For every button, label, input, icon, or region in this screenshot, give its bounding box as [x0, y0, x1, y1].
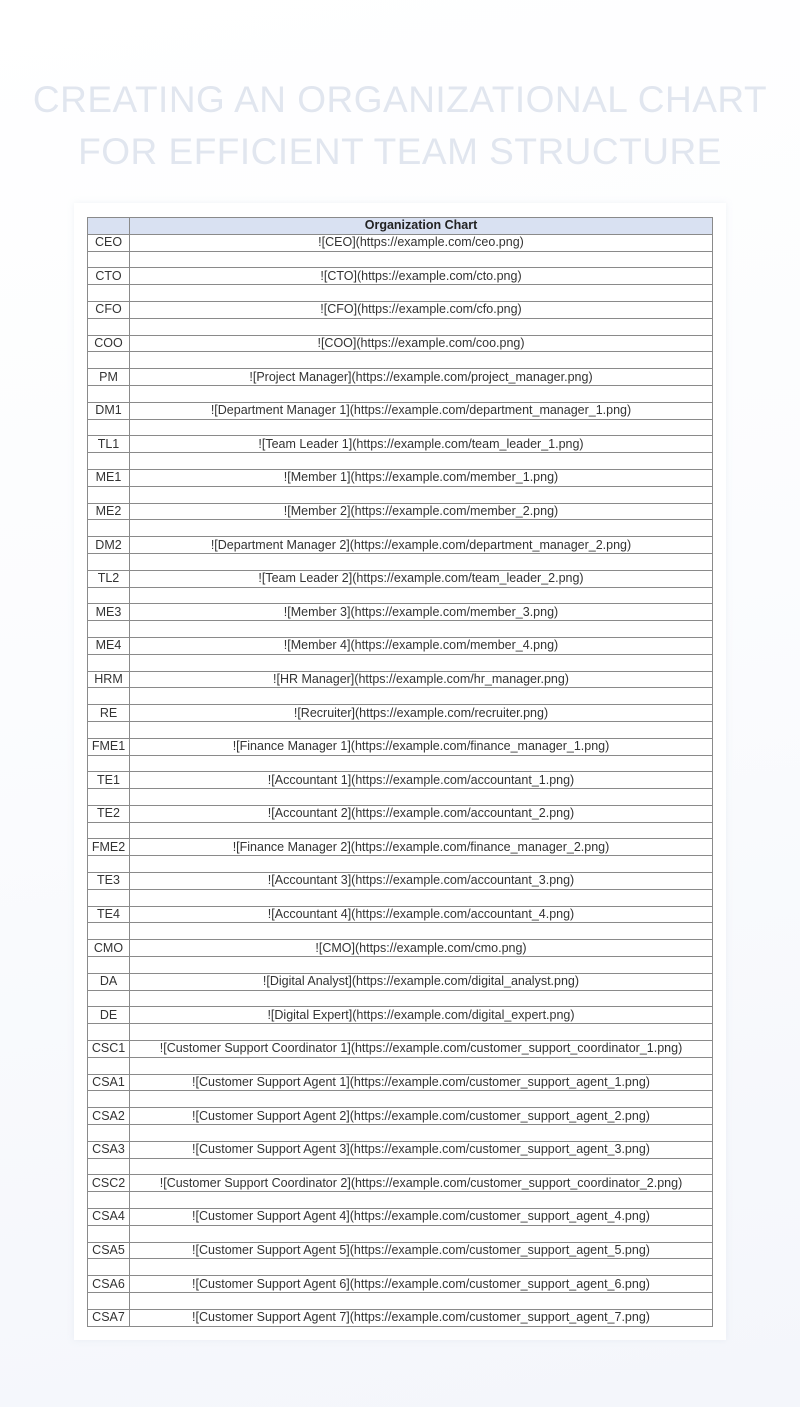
empty-row: [88, 990, 713, 1007]
empty-cell[interactable]: [88, 889, 130, 906]
empty-cell[interactable]: [130, 352, 713, 369]
table-row: [88, 436, 713, 453]
empty-row: [88, 957, 713, 974]
table-row: [88, 1108, 713, 1125]
image-link-cell[interactable]: ![CFO](https://example.com/cfo.png): [130, 301, 713, 318]
image-link-cell[interactable]: ![Digital Analyst](https://example.com/digital_analyst.png): [130, 973, 713, 990]
header-cell-code[interactable]: [88, 218, 130, 235]
table-row: [88, 839, 713, 856]
empty-cell[interactable]: [88, 923, 130, 940]
empty-cell[interactable]: [130, 721, 713, 738]
image-link-cell[interactable]: ![Customer Support Coordinator 2](https://example.com/customer_support_coordinator_2.png): [130, 1175, 713, 1192]
role-code-cell[interactable]: TE2: [88, 805, 130, 822]
role-code-cell[interactable]: CSA4: [88, 1209, 130, 1226]
role-code-cell[interactable]: HRM: [88, 671, 130, 688]
empty-cell[interactable]: [130, 688, 713, 705]
image-link-cell[interactable]: ![CMO](https://example.com/cmo.png): [130, 940, 713, 957]
image-link-cell[interactable]: ![Accountant 3](https://example.com/accountant_3.png): [130, 873, 713, 890]
empty-row: [88, 251, 713, 268]
empty-cell[interactable]: [130, 1225, 713, 1242]
table-header-row: [88, 218, 713, 235]
empty-row: [88, 923, 713, 940]
empty-cell[interactable]: [88, 385, 130, 402]
empty-row: [88, 352, 713, 369]
page-title-line-1: CREATING AN ORGANIZATIONAL CHART: [32, 79, 768, 120]
image-link-cell[interactable]: ![Finance Manager 1](https://example.com/finance_manager_1.png): [130, 738, 713, 755]
empty-cell[interactable]: [130, 385, 713, 402]
image-link-cell[interactable]: ![Digital Expert](https://example.com/digital_expert.png): [130, 1007, 713, 1024]
empty-row: [88, 1057, 713, 1074]
empty-cell[interactable]: [130, 285, 713, 302]
empty-row: [88, 721, 713, 738]
image-link-cell[interactable]: ![CTO](https://example.com/cto.png): [130, 268, 713, 285]
table-row: [88, 301, 713, 318]
empty-row: [88, 1024, 713, 1041]
table-row: [88, 537, 713, 554]
empty-cell[interactable]: [130, 486, 713, 503]
role-code-cell[interactable]: CSC2: [88, 1175, 130, 1192]
empty-cell[interactable]: [88, 318, 130, 335]
empty-row: [88, 621, 713, 638]
role-code-cell[interactable]: DE: [88, 1007, 130, 1024]
table-body: [88, 234, 713, 1326]
empty-row: [88, 1225, 713, 1242]
empty-cell[interactable]: [130, 1192, 713, 1209]
page-title-line-2: FOR EFFICIENT TEAM STRUCTURE: [78, 131, 722, 172]
role-code-cell[interactable]: DM1: [88, 402, 130, 419]
empty-row: [88, 688, 713, 705]
spreadsheet-card: [74, 203, 726, 1340]
empty-row: [88, 755, 713, 772]
image-link-cell[interactable]: ![CEO](https://example.com/ceo.png): [130, 234, 713, 251]
empty-row: [88, 1192, 713, 1209]
empty-cell[interactable]: [130, 1024, 713, 1041]
role-code-cell[interactable]: CSA3: [88, 1141, 130, 1158]
empty-cell[interactable]: [130, 1057, 713, 1074]
empty-cell[interactable]: [130, 251, 713, 268]
role-code-cell[interactable]: DM2: [88, 537, 130, 554]
table-row: [88, 1041, 713, 1058]
role-code-cell[interactable]: TL2: [88, 570, 130, 587]
empty-cell[interactable]: [88, 957, 130, 974]
empty-cell[interactable]: [88, 1225, 130, 1242]
image-link-cell[interactable]: ![Team Leader 2](https://example.com/team_leader_2.png): [130, 570, 713, 587]
empty-cell[interactable]: [88, 1091, 130, 1108]
role-code-cell[interactable]: FME2: [88, 839, 130, 856]
table-row: [88, 973, 713, 990]
table-row: [88, 1209, 713, 1226]
table-row: [88, 940, 713, 957]
empty-cell[interactable]: [88, 587, 130, 604]
empty-row: [88, 453, 713, 470]
image-link-cell[interactable]: ![Department Manager 2](https://example.com/department_manager_2.png): [130, 537, 713, 554]
role-code-cell[interactable]: ME3: [88, 604, 130, 621]
image-link-cell[interactable]: ![Team Leader 1](https://example.com/team_leader_1.png): [130, 436, 713, 453]
role-code-cell[interactable]: CTO: [88, 268, 130, 285]
table-row: [88, 772, 713, 789]
empty-cell[interactable]: [88, 822, 130, 839]
empty-cell[interactable]: [88, 1192, 130, 1209]
table-row: [88, 671, 713, 688]
empty-cell[interactable]: [130, 453, 713, 470]
empty-row: [88, 419, 713, 436]
empty-cell[interactable]: [130, 318, 713, 335]
empty-cell[interactable]: [88, 453, 130, 470]
page-title: [0, 74, 800, 178]
empty-cell[interactable]: [130, 1125, 713, 1142]
table-row: [88, 805, 713, 822]
empty-cell[interactable]: [88, 1293, 130, 1310]
table-row: [88, 234, 713, 251]
table-row: [88, 1175, 713, 1192]
empty-cell[interactable]: [88, 1259, 130, 1276]
empty-cell[interactable]: [88, 1057, 130, 1074]
empty-row: [88, 822, 713, 839]
empty-cell[interactable]: [88, 285, 130, 302]
empty-cell[interactable]: [130, 621, 713, 638]
empty-cell[interactable]: [88, 755, 130, 772]
image-link-cell[interactable]: ![HR Manager](https://example.com/hr_manager.png): [130, 671, 713, 688]
empty-cell[interactable]: [88, 419, 130, 436]
empty-cell[interactable]: [130, 822, 713, 839]
image-link-cell[interactable]: ![Accountant 1](https://example.com/accountant_1.png): [130, 772, 713, 789]
table-row: [88, 738, 713, 755]
header-cell-title[interactable]: Organization Chart: [130, 218, 713, 235]
empty-row: [88, 385, 713, 402]
role-code-cell[interactable]: CMO: [88, 940, 130, 957]
image-link-cell[interactable]: ![Customer Support Coordinator 1](https://example.com/customer_support_coordinator_1.png): [130, 1041, 713, 1058]
empty-cell[interactable]: [130, 889, 713, 906]
empty-cell[interactable]: [88, 1158, 130, 1175]
image-link-cell[interactable]: ![Member 2](https://example.com/member_2.png): [130, 503, 713, 520]
role-code-cell[interactable]: TL1: [88, 436, 130, 453]
table-row: [88, 469, 713, 486]
empty-cell[interactable]: [130, 1293, 713, 1310]
empty-cell[interactable]: [88, 721, 130, 738]
image-link-cell[interactable]: ![Customer Support Agent 5](https://example.com/customer_support_agent_5.png): [130, 1242, 713, 1259]
image-link-cell[interactable]: ![COO](https://example.com/coo.png): [130, 335, 713, 352]
empty-row: [88, 856, 713, 873]
empty-row: [88, 285, 713, 302]
empty-cell[interactable]: [88, 553, 130, 570]
image-link-cell[interactable]: ![Accountant 2](https://example.com/accountant_2.png): [130, 805, 713, 822]
table-row: [88, 906, 713, 923]
role-code-cell[interactable]: TE4: [88, 906, 130, 923]
image-link-cell[interactable]: ![Customer Support Agent 4](https://example.com/customer_support_agent_4.png): [130, 1209, 713, 1226]
empty-row: [88, 318, 713, 335]
role-code-cell[interactable]: CSA7: [88, 1309, 130, 1326]
empty-row: [88, 553, 713, 570]
role-code-cell[interactable]: PM: [88, 369, 130, 386]
empty-row: [88, 1091, 713, 1108]
table-row: [88, 705, 713, 722]
role-code-cell[interactable]: CSA1: [88, 1074, 130, 1091]
table-row: [88, 503, 713, 520]
table-row: [88, 637, 713, 654]
table-row: [88, 1242, 713, 1259]
empty-cell[interactable]: [130, 990, 713, 1007]
image-link-cell[interactable]: ![Customer Support Agent 7](https://example.com/customer_support_agent_7.png): [130, 1309, 713, 1326]
empty-cell[interactable]: [88, 654, 130, 671]
table-row: [88, 604, 713, 621]
table-row: [88, 1141, 713, 1158]
empty-cell[interactable]: [130, 789, 713, 806]
role-code-cell[interactable]: CSC1: [88, 1041, 130, 1058]
role-code-cell[interactable]: CFO: [88, 301, 130, 318]
role-code-cell[interactable]: TE3: [88, 873, 130, 890]
role-code-cell[interactable]: ME2: [88, 503, 130, 520]
table-row: [88, 570, 713, 587]
role-code-cell[interactable]: TE1: [88, 772, 130, 789]
empty-cell[interactable]: [88, 856, 130, 873]
role-code-cell[interactable]: DA: [88, 973, 130, 990]
empty-cell[interactable]: [88, 486, 130, 503]
image-link-cell[interactable]: ![Customer Support Agent 3](https://example.com/customer_support_agent_3.png): [130, 1141, 713, 1158]
empty-cell[interactable]: [130, 587, 713, 604]
empty-row: [88, 789, 713, 806]
empty-cell[interactable]: [88, 621, 130, 638]
table-row: [88, 369, 713, 386]
empty-row: [88, 1259, 713, 1276]
empty-cell[interactable]: [88, 251, 130, 268]
role-code-cell[interactable]: FME1: [88, 738, 130, 755]
empty-row: [88, 587, 713, 604]
role-code-cell[interactable]: CSA6: [88, 1276, 130, 1293]
role-code-cell[interactable]: COO: [88, 335, 130, 352]
empty-cell[interactable]: [130, 957, 713, 974]
table-row: [88, 1276, 713, 1293]
role-code-cell[interactable]: ME1: [88, 469, 130, 486]
table-row: [88, 335, 713, 352]
role-code-cell[interactable]: ME4: [88, 637, 130, 654]
empty-row: [88, 654, 713, 671]
empty-row: [88, 520, 713, 537]
empty-cell[interactable]: [88, 520, 130, 537]
image-link-cell[interactable]: ![Customer Support Agent 2](https://example.com/customer_support_agent_2.png): [130, 1108, 713, 1125]
role-code-cell[interactable]: CEO: [88, 234, 130, 251]
empty-row: [88, 889, 713, 906]
table-row: [88, 1074, 713, 1091]
empty-cell[interactable]: [130, 856, 713, 873]
image-link-cell[interactable]: ![Department Manager 1](https://example.com/department_manager_1.png): [130, 402, 713, 419]
empty-row: [88, 1293, 713, 1310]
empty-cell[interactable]: [130, 1158, 713, 1175]
role-code-cell[interactable]: RE: [88, 705, 130, 722]
table-row: [88, 1309, 713, 1326]
empty-cell[interactable]: [88, 352, 130, 369]
empty-cell[interactable]: [88, 789, 130, 806]
table-row: [88, 268, 713, 285]
empty-cell[interactable]: [130, 755, 713, 772]
empty-cell[interactable]: [130, 923, 713, 940]
org-chart-table: [87, 217, 713, 1327]
image-link-cell[interactable]: ![Customer Support Agent 1](https://example.com/customer_support_agent_1.png): [130, 1074, 713, 1091]
empty-cell[interactable]: [130, 553, 713, 570]
table-row: [88, 1007, 713, 1024]
role-code-cell[interactable]: CSA2: [88, 1108, 130, 1125]
image-link-cell[interactable]: ![Member 4](https://example.com/member_4.png): [130, 637, 713, 654]
empty-row: [88, 486, 713, 503]
role-code-cell[interactable]: CSA5: [88, 1242, 130, 1259]
empty-cell[interactable]: [130, 419, 713, 436]
empty-cell[interactable]: [88, 688, 130, 705]
empty-row: [88, 1125, 713, 1142]
empty-cell[interactable]: [130, 520, 713, 537]
image-link-cell[interactable]: ![Accountant 4](https://example.com/accountant_4.png): [130, 906, 713, 923]
image-link-cell[interactable]: ![Finance Manager 2](https://example.com/finance_manager_2.png): [130, 839, 713, 856]
empty-cell[interactable]: [130, 654, 713, 671]
empty-cell[interactable]: [130, 1259, 713, 1276]
empty-cell[interactable]: [88, 990, 130, 1007]
empty-cell[interactable]: [130, 1091, 713, 1108]
empty-cell[interactable]: [88, 1024, 130, 1041]
image-link-cell[interactable]: ![Recruiter](https://example.com/recruiter.png): [130, 705, 713, 722]
image-link-cell[interactable]: ![Project Manager](https://example.com/project_manager.png): [130, 369, 713, 386]
table-row: [88, 873, 713, 890]
image-link-cell[interactable]: ![Member 1](https://example.com/member_1.png): [130, 469, 713, 486]
empty-row: [88, 1158, 713, 1175]
image-link-cell[interactable]: ![Customer Support Agent 6](https://example.com/customer_support_agent_6.png): [130, 1276, 713, 1293]
empty-cell[interactable]: [88, 1125, 130, 1142]
table-row: [88, 402, 713, 419]
image-link-cell[interactable]: ![Member 3](https://example.com/member_3.png): [130, 604, 713, 621]
